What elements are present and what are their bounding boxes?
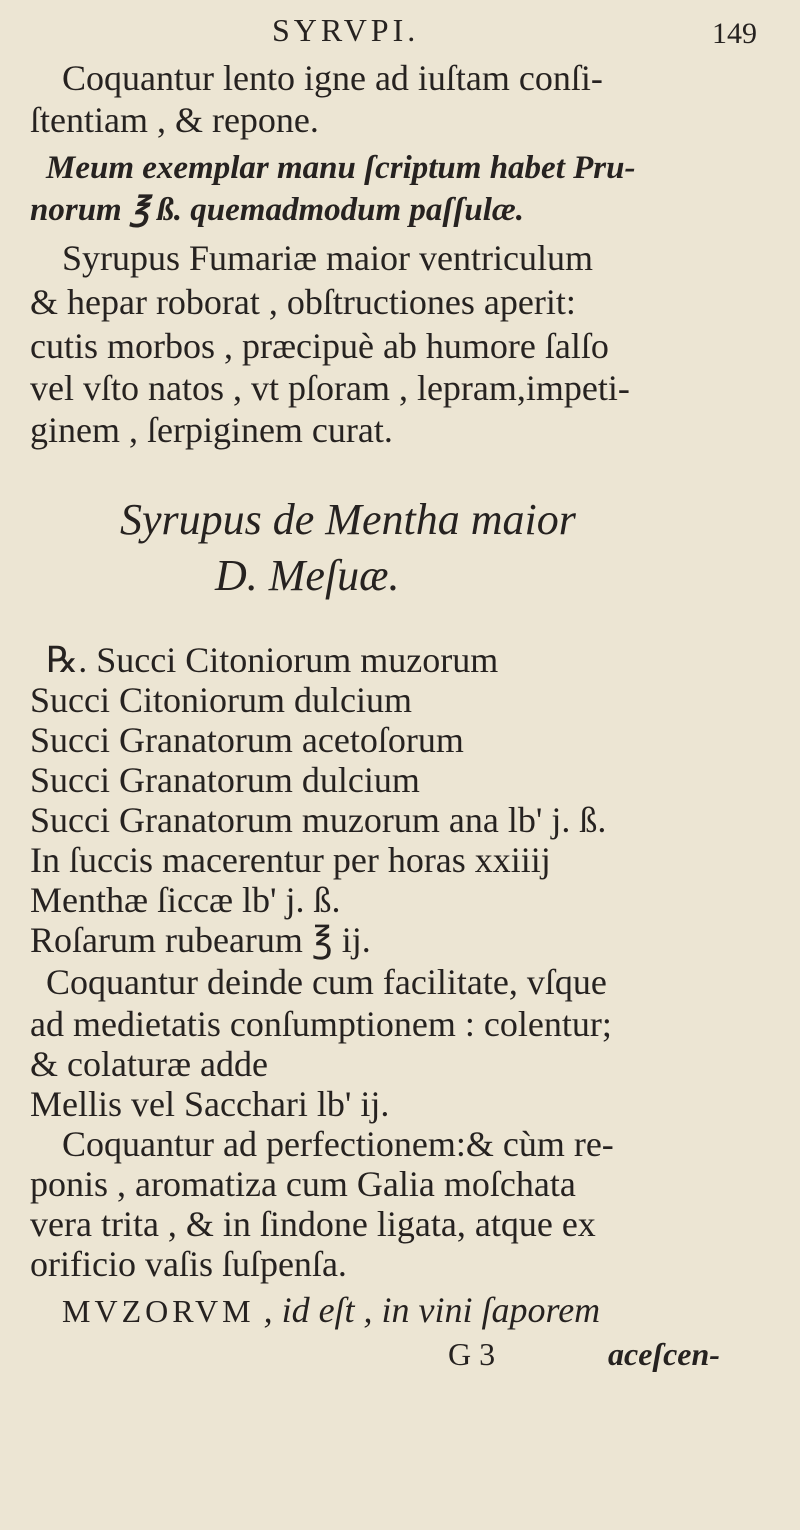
recipe-line: ad medietatis conſumptionem : colentur; <box>30 1004 612 1044</box>
recipe-title: Syrupus de Mentha maior <box>120 495 576 544</box>
text-line: ginem , ſerpiginem curat. <box>30 410 393 450</box>
recipe-line: vera trita , & in ſindone ligata, atque ex <box>30 1204 596 1244</box>
recipe-line: Succi Granatorum dulcium <box>30 760 420 800</box>
text-line: norum ℥ ß. quemadmodum paſſulæ. <box>30 192 524 228</box>
recipe-line: & colaturæ adde <box>30 1044 268 1084</box>
text-line: ſtentiam , & repone. <box>30 100 319 140</box>
text-line: vel vſto natos , vt pſoram , lepram,impeti- <box>30 368 630 408</box>
page-number: 149 <box>712 17 757 50</box>
recipe-line: Coquantur deinde cum facilitate, vſque <box>46 962 607 1002</box>
signature-mark: G 3 <box>448 1336 496 1372</box>
recipe-line: Menthæ ſiccæ lb' j. ß. <box>30 880 341 920</box>
recipe-subtitle: D. Meſuæ. <box>215 551 400 600</box>
recipe-line: Roſarum rubearum ℥ ij. <box>30 920 371 960</box>
text-line: Syrupus Fumariæ maior ventriculum <box>62 238 593 278</box>
italic-phrase: , id eſt , in vini ſaporem <box>263 1290 601 1330</box>
recipe-line: Succi Granatorum muzorum ana lb' j. ß. <box>30 800 607 840</box>
text-line: Coquantur lento igne ad iuſtam conſi- <box>62 58 603 98</box>
caps-word: MVZORVM <box>62 1293 255 1329</box>
recipe-line: In ſuccis macerentur per horas xxiiij <box>30 840 551 880</box>
recipe-line: orificio vaſis ſuſpenſa. <box>30 1244 347 1284</box>
catchword: aceſcen- <box>608 1336 720 1372</box>
recipe-line: Succi Citoniorum dulcium <box>30 680 412 720</box>
recipe-line: ponis , aromatiza cum Galia moſchata <box>30 1164 576 1204</box>
text-line: & hepar roborat , obſtructiones aperit: <box>30 282 576 322</box>
recipe-line: Succi Granatorum acetoſorum <box>30 720 464 760</box>
running-title: SYRVPI. <box>272 12 420 48</box>
text-line: Meum exemplar manu ſcriptum habet Pru- <box>46 150 636 186</box>
text-line: cutis morbos , præcipuè ab humore ſalſo <box>30 326 609 366</box>
recipe-line: Mellis vel Sacchari lb' ij. <box>30 1084 390 1124</box>
recipe-line: Coquantur ad perfectionem:& cùm re- <box>62 1124 614 1164</box>
recipe-line-last <box>62 1290 600 1331</box>
recipe-line: ℞. Succi Citoniorum muzorum <box>46 640 499 680</box>
